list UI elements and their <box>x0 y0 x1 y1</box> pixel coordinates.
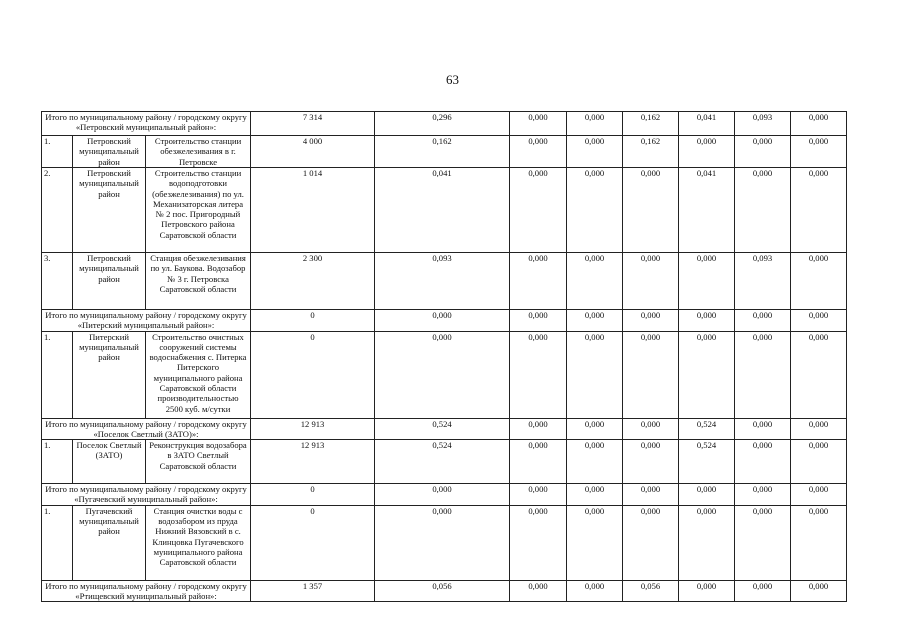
value-cell: 0,000 <box>623 168 679 253</box>
table-row <box>42 253 847 310</box>
total-row <box>42 484 847 506</box>
total-label: Итого по муниципальному району / городскому округу «Ртищевский муниципальный район»: <box>42 580 251 602</box>
value-cell: 0,000 <box>623 505 679 580</box>
value-cell: 0,056 <box>623 580 679 602</box>
row-index: 1. <box>42 505 73 580</box>
total-label: Итого по муниципальному району / городскому округу «Петровский муниципальный район»: <box>42 112 251 136</box>
value-cell: 0,524 <box>679 440 735 484</box>
value-cell: 0,524 <box>375 440 510 484</box>
value-cell: 0,000 <box>679 580 735 602</box>
district-name: Питерский муниципальный район <box>73 331 146 418</box>
value-cell: 0,000 <box>567 418 623 440</box>
value-cell: 0,162 <box>623 112 679 136</box>
value-cell: 0,000 <box>791 253 847 310</box>
value-cell: 0,000 <box>791 418 847 440</box>
value-cell: 1 357 <box>251 580 375 602</box>
value-cell: 0,000 <box>567 112 623 136</box>
district-name: Петровский муниципальный район <box>73 136 146 168</box>
district-name: Петровский муниципальный район <box>73 253 146 310</box>
value-cell: 0,093 <box>735 253 791 310</box>
value-cell: 0,041 <box>375 168 510 253</box>
value-cell: 0,000 <box>791 112 847 136</box>
value-cell: 0,041 <box>679 168 735 253</box>
value-cell: 0,056 <box>375 580 510 602</box>
value-cell: 0,000 <box>510 168 567 253</box>
total-row <box>42 310 847 332</box>
row-index: 1. <box>42 136 73 168</box>
value-cell: 0,000 <box>567 168 623 253</box>
value-cell: 0,000 <box>567 331 623 418</box>
object-name: Реконструкция водозабора в ЗАТО Светлый Саратовской области <box>146 440 251 484</box>
value-cell: 0,000 <box>510 310 567 332</box>
value-cell: 0,000 <box>679 331 735 418</box>
value-cell: 0,000 <box>791 484 847 506</box>
value-cell: 0,000 <box>735 310 791 332</box>
row-index: 1. <box>42 331 73 418</box>
value-cell: 1 014 <box>251 168 375 253</box>
total-row <box>42 418 847 440</box>
value-cell: 0,524 <box>679 418 735 440</box>
value-cell: 0,000 <box>791 136 847 168</box>
value-cell: 0,000 <box>735 580 791 602</box>
value-cell: 0,000 <box>375 310 510 332</box>
total-label: Итого по муниципальному району / городскому округу «Поселок Светлый (ЗАТО)»: <box>42 418 251 440</box>
value-cell: 0,000 <box>567 253 623 310</box>
total-row <box>42 112 847 136</box>
object-name: Строительство станции водоподготовки (обезжелезивания) по ул. Механизаторская литера № 2 пос. Пригородный Петровского района Саратовской области <box>146 168 251 253</box>
district-name: Пугачевский муниципальный район <box>73 505 146 580</box>
value-cell: 0,000 <box>679 136 735 168</box>
value-cell: 0,000 <box>735 484 791 506</box>
value-cell: 7 314 <box>251 112 375 136</box>
value-cell: 0 <box>251 505 375 580</box>
value-cell: 0,000 <box>510 484 567 506</box>
value-cell: 0,000 <box>510 440 567 484</box>
total-label: Итого по муниципальному району / городскому округу «Пугачевский муниципальный район»: <box>42 484 251 506</box>
value-cell: 0,000 <box>510 253 567 310</box>
value-cell: 2 300 <box>251 253 375 310</box>
total-row <box>42 580 847 602</box>
table-row <box>42 440 847 484</box>
value-cell: 0,524 <box>375 418 510 440</box>
value-cell: 0,000 <box>623 310 679 332</box>
value-cell: 4 000 <box>251 136 375 168</box>
value-cell: 12 913 <box>251 418 375 440</box>
district-name: Поселок Светлый (ЗАТО) <box>73 440 146 484</box>
value-cell: 12 913 <box>251 440 375 484</box>
value-cell: 0 <box>251 484 375 506</box>
value-cell: 0,000 <box>735 331 791 418</box>
value-cell: 0,000 <box>679 253 735 310</box>
value-cell: 0,041 <box>679 112 735 136</box>
value-cell: 0,000 <box>735 505 791 580</box>
value-cell: 0,000 <box>510 112 567 136</box>
value-cell: 0,000 <box>623 331 679 418</box>
row-index: 1. <box>42 440 73 484</box>
value-cell: 0,000 <box>679 310 735 332</box>
value-cell: 0,000 <box>623 440 679 484</box>
value-cell: 0,000 <box>791 440 847 484</box>
value-cell: 0,000 <box>375 484 510 506</box>
value-cell: 0,000 <box>510 505 567 580</box>
object-name: Строительство станции обезжелезивания в г. Петровске <box>146 136 251 168</box>
table-row <box>42 331 847 418</box>
row-index: 2. <box>42 168 73 253</box>
value-cell: 0,000 <box>567 440 623 484</box>
value-cell: 0,000 <box>375 331 510 418</box>
value-cell: 0,000 <box>791 331 847 418</box>
value-cell: 0,093 <box>735 112 791 136</box>
table-row <box>42 136 847 168</box>
row-index: 3. <box>42 253 73 310</box>
district-name: Петровский муниципальный район <box>73 168 146 253</box>
value-cell: 0,000 <box>791 505 847 580</box>
table-row <box>42 505 847 580</box>
data-table <box>41 111 847 602</box>
value-cell: 0,000 <box>735 168 791 253</box>
object-name: Строительство очистных сооружений системы водоснабжения с. Питерка Питерского муниципального района Саратовской области производительностью 2500 куб. м/сутки <box>146 331 251 418</box>
value-cell: 0,000 <box>510 580 567 602</box>
value-cell: 0,000 <box>567 484 623 506</box>
table-row <box>42 168 847 253</box>
value-cell: 0,000 <box>567 580 623 602</box>
value-cell: 0,000 <box>510 136 567 168</box>
value-cell: 0,000 <box>623 253 679 310</box>
value-cell: 0,162 <box>623 136 679 168</box>
value-cell: 0,296 <box>375 112 510 136</box>
value-cell: 0 <box>251 331 375 418</box>
value-cell: 0,000 <box>567 505 623 580</box>
value-cell: 0,162 <box>375 136 510 168</box>
value-cell: 0,000 <box>567 310 623 332</box>
value-cell: 0,000 <box>510 331 567 418</box>
value-cell: 0,000 <box>623 418 679 440</box>
value-cell: 0,000 <box>679 505 735 580</box>
value-cell: 0,000 <box>623 484 679 506</box>
page-number: 63 <box>446 72 459 87</box>
object-name: Станция очистки воды с водозабором из пруда Нижний Вязовский в с. Клинцовка Пугачевского муниципального района Саратовской области <box>146 505 251 580</box>
value-cell: 0,000 <box>791 580 847 602</box>
value-cell: 0 <box>251 310 375 332</box>
value-cell: 0,000 <box>791 310 847 332</box>
value-cell: 0,000 <box>375 505 510 580</box>
table-body <box>42 112 847 602</box>
value-cell: 0,000 <box>735 136 791 168</box>
value-cell: 0,000 <box>791 168 847 253</box>
value-cell: 0,000 <box>567 136 623 168</box>
value-cell: 0,000 <box>735 418 791 440</box>
value-cell: 0,000 <box>510 418 567 440</box>
value-cell: 0,093 <box>375 253 510 310</box>
value-cell: 0,000 <box>679 484 735 506</box>
value-cell: 0,000 <box>735 440 791 484</box>
total-label: Итого по муниципальному району / городскому округу «Питерский муниципальный район»: <box>42 310 251 332</box>
object-name: Станция обезжелезивания по ул. Баукова. Водозабор № 3 г. Петровска Саратовской области <box>146 253 251 310</box>
